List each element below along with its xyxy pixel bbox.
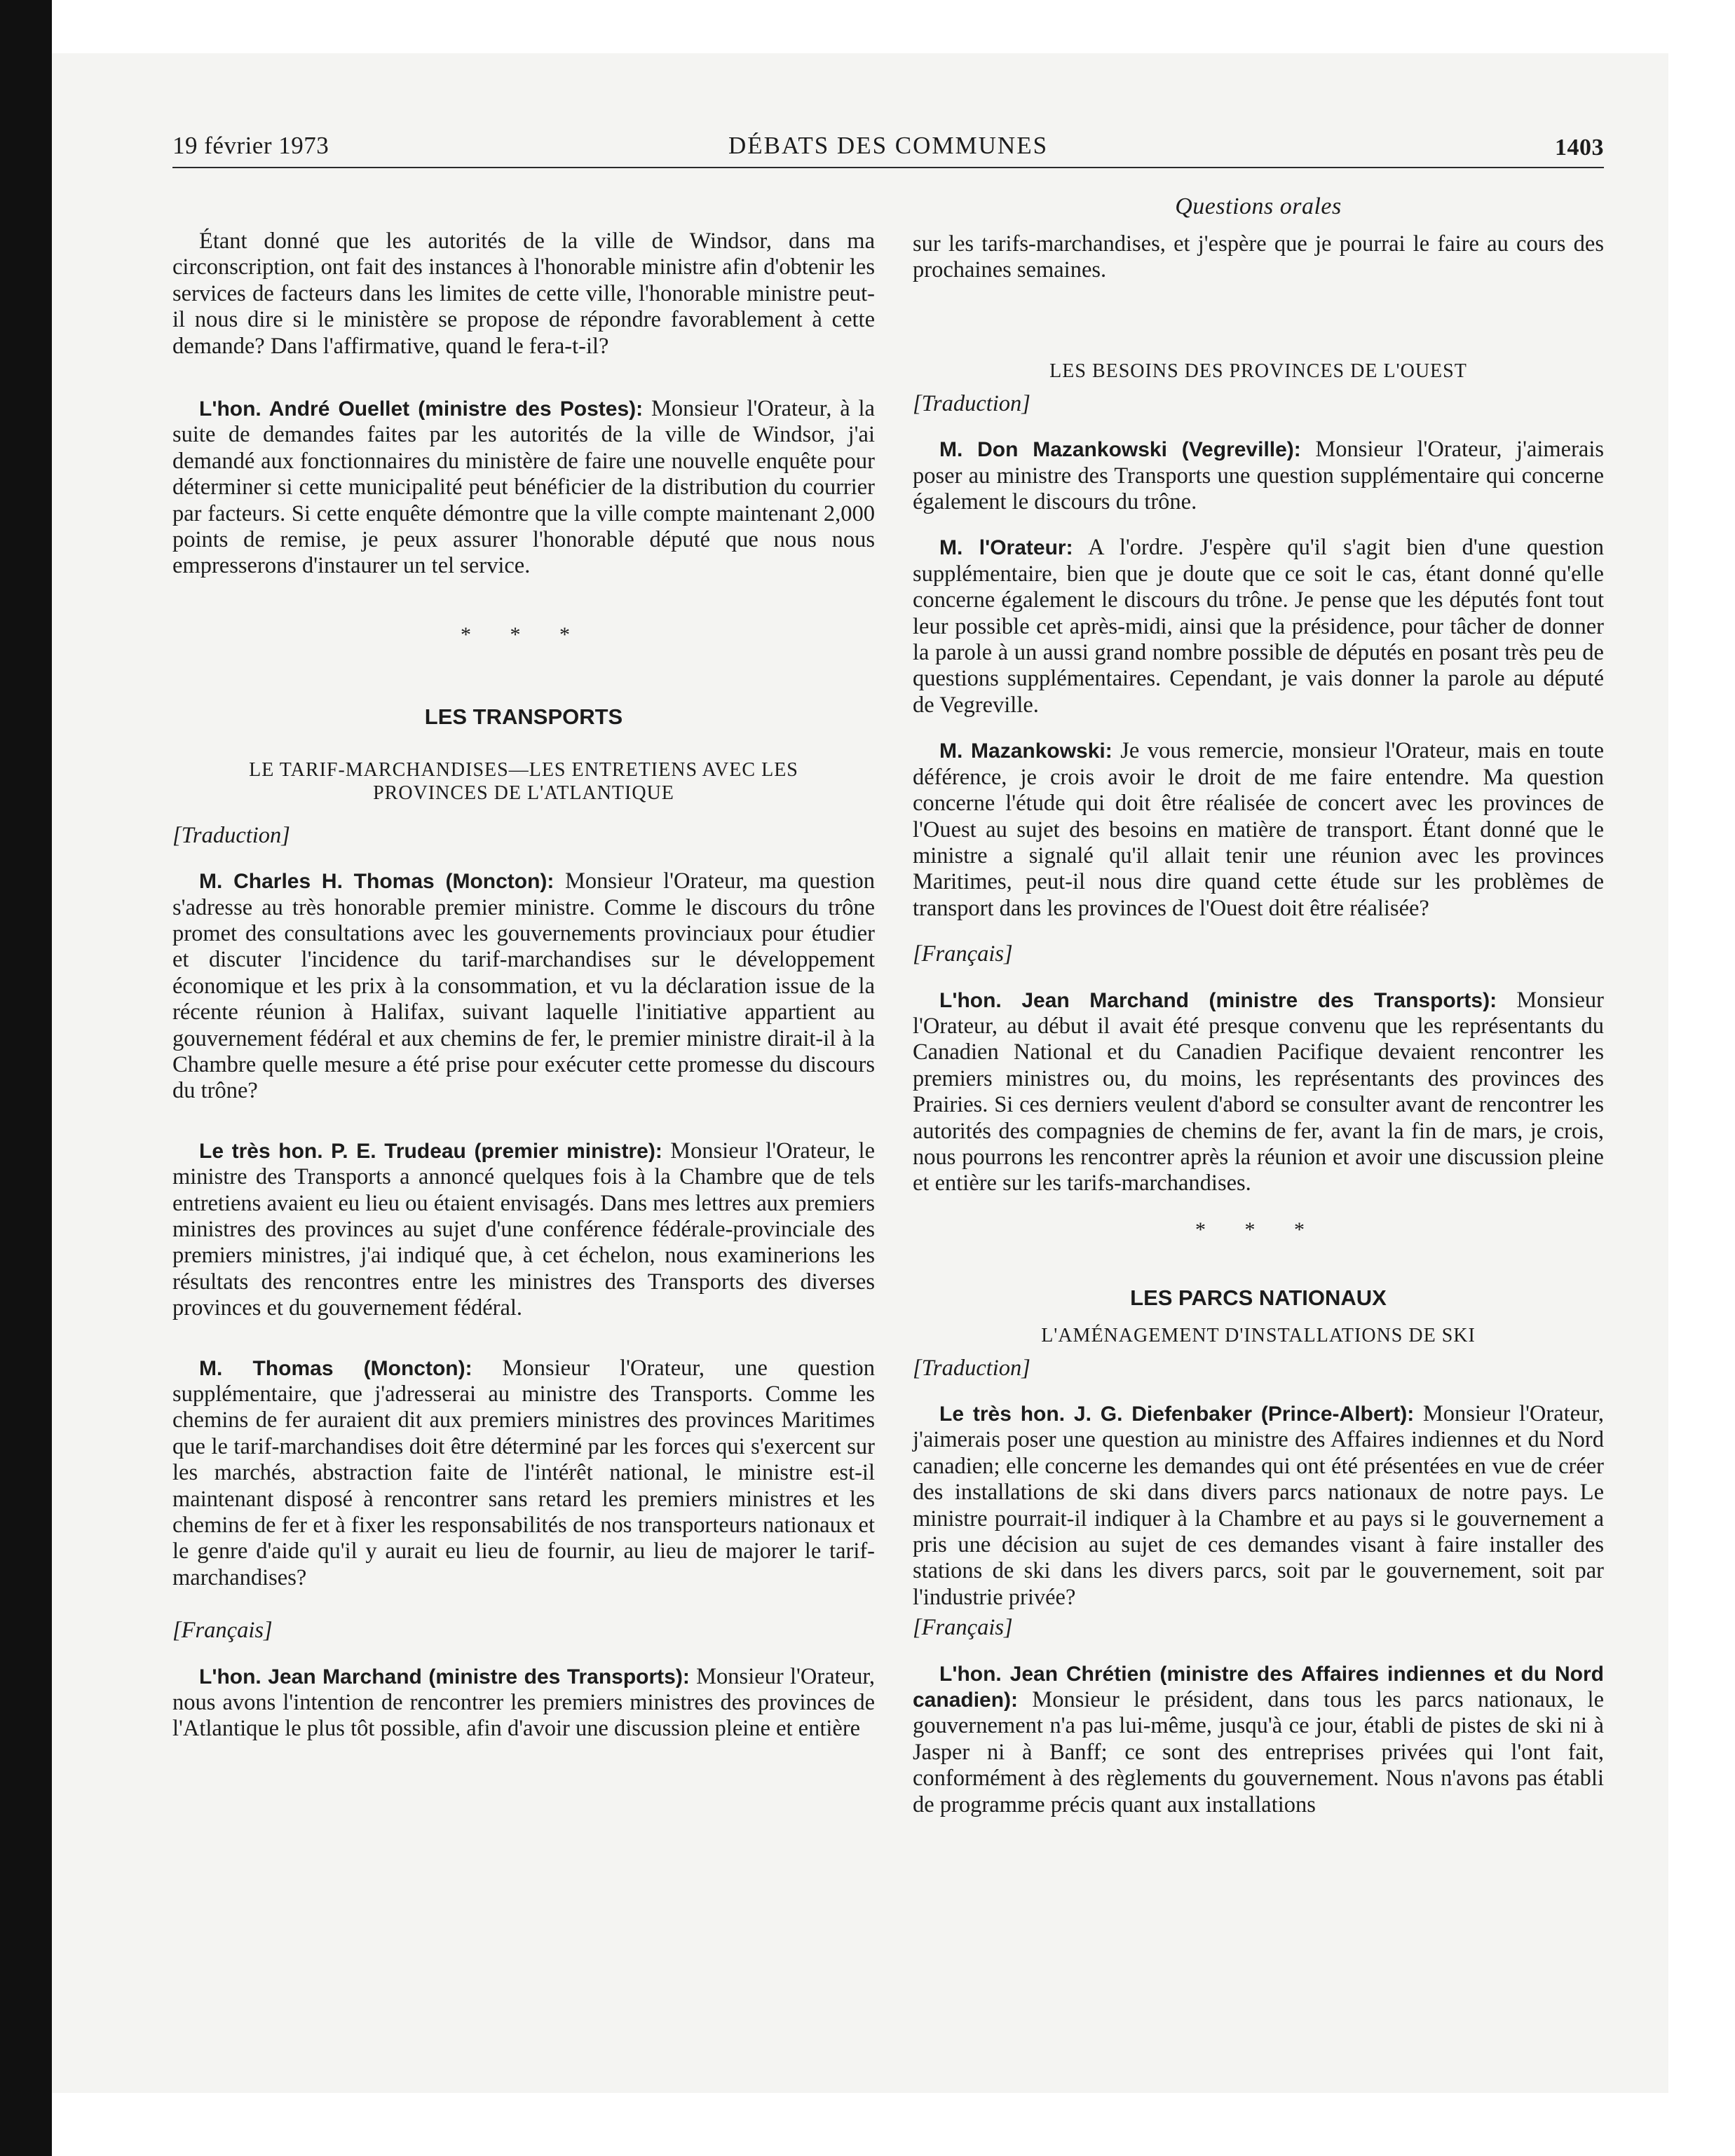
section-separator: * * *: [1195, 1217, 1321, 1241]
speaker: L'hon. Jean Marchand (ministre des Transports):: [199, 1665, 690, 1688]
language-tag: [Traduction]: [172, 822, 290, 848]
section-heading: LES TRANSPORTS: [424, 704, 623, 730]
header-date: 19 février 1973: [172, 132, 329, 159]
page-number: 1403: [1555, 135, 1604, 161]
paragraph: [172, 1138, 875, 1322]
section-heading: LES PARCS NATIONAUX: [1130, 1285, 1387, 1311]
speech: Monsieur l'Orateur, au début il avait été presque convenu que les représentants du Canadien National et du Canadien Pacifique devaient rencontrer les premiers ministres ou, du moins, les représentants des provinces des Prairies. Si ces derniers veulent d'abord se consulter avant de rencontrer les autorités des compagnies de chemins de fer, avant la fin de mars, je crois, nous pourrons les rencontrer après la réunion et avoir une discussion pleine et entière sur les tarifs-marchandises.: [913, 987, 1604, 1196]
page-header: [172, 132, 1604, 168]
speech: Monsieur l'Orateur, ma question s'adresse au très honorable premier ministre. Comme le discours du trône promet des consultations avec les gouvernements provinciaux pour étudier et discuter l'incidence du tarif-marchandises sur le développement économique et les prix à la consommation, et vu la déclaration issue de la récente réunion à Halifax, suivant laquelle l'initiative appartient au gouvernement fédéral et aux chemins de fer, le premier ministre dirait-il à la Chambre quelle mesure a été prise pour exécuter cette promesse du discours du trône?: [172, 868, 875, 1104]
running-head: Questions orales: [1175, 193, 1342, 219]
paragraph: Étant donné que les autorités de la ville de Windsor, dans ma circonscription, ont fait des instances à l'honorable ministre afin d'obtenir les services de facteurs dans les limites de cette ville, l'honorable ministre peut-il nous dire si le ministère se propose de répondre favorablement à cette demande? Dans l'affirmative, quand le fera-t-il?: [172, 228, 875, 359]
speech: Monsieur le président, dans tous les parcs nationaux, le gouvernement n'a pas lui-même, jusqu'à ce jour, établi de pistes de ski ni à Jasper ni à Banff; ce sont des entreprises privées qui l'ont fait, conformément à des règlements du gouvernement. Nous n'avons pas établi de programme précis quant aux installations: [913, 1687, 1604, 1817]
speech: A l'ordre. J'espère qu'il s'agit bien d'une question supplémentaire, bien que je doute que ce soit le cas, étant donné qu'elle concerne également le discours du trône. Je pense que les députés font tout leur possible cet après-midi, ainsi que la présidence, pour tâcher de donner la parole à un aussi grand nombre possible de députés en posant très peu de questions supplémentaires. Cependant, je vais donner la parole au député de Vegreville.: [913, 535, 1604, 718]
language-tag: [Traduction]: [913, 390, 1030, 416]
speaker: L'hon. Jean Chrétien (ministre des Affaires indiennes et du Nord canadien):: [913, 1662, 1604, 1712]
section-separator: * * *: [461, 622, 587, 646]
header-rule: [172, 167, 1604, 168]
speech: Monsieur l'Orateur, nous avons l'intention de rencontrer les premiers ministres des provinces de l'Atlantique le plus tôt possible, afin d'avoir une discussion pleine et entière: [172, 1663, 875, 1742]
paragraph: [913, 437, 1604, 515]
speaker: M. Thomas (Moncton):: [199, 1356, 472, 1380]
speech: Monsieur l'Orateur, le ministre des Transports a annoncé quelques fois à la Chambre que de tels entretiens avaient eu lieu ou étaient envisagés. Dans mes lettres aux premiers ministres des provinces au sujet d'une conférence fédérale-provinciale des premiers ministres, j'ai indiqué que, à cet échelon, nous examinerions les résultats des rencontres entre les ministres des Transports des diverses provinces et du gouvernement fédéral.: [172, 1138, 875, 1321]
language-tag: [Français]: [913, 1615, 1013, 1641]
subsection-heading: LE TARIF-MARCHANDISES—LES ENTRETIENS AVEC LES PROVINCES DE L'ATLANTIQUE: [249, 758, 798, 804]
speech: Monsieur l'Orateur, à la suite de demandes faites par les autorités de la ville de Windsor, j'ai demandé aux fonctionnaires du ministère de faire une nouvelle enquête pour déterminer si cette municipalité peut bénéficier de la distribution du courrier par facteurs. Si cette enquête démontre que la ville compte maintenant 2,000 points de remise, je peux assurer l'honorable député que nous nous empresserons d'instaurer un tel service.: [172, 396, 875, 579]
left-column: [172, 228, 875, 1762]
speaker: M. Don Mazankowski (Vegreville):: [939, 438, 1301, 462]
paragraph: [913, 738, 1604, 922]
paragraph: [913, 535, 1604, 718]
speaker: M. Mazankowski:: [939, 739, 1113, 763]
language-tag: [Français]: [913, 941, 1013, 967]
speech: Monsieur l'Orateur, j'aimerais poser au ministre des Transports une question supplémentaire qui concerne également le discours du trône.: [913, 437, 1605, 515]
paragraph: [172, 868, 875, 1105]
subsection-heading: LES BESOINS DES PROVINCES DE L'OUEST: [1049, 360, 1467, 382]
header-title: DÉBATS DES COMMUNES: [728, 132, 1049, 159]
language-tag: [Français]: [172, 1618, 273, 1644]
speaker: Le très hon. J. G. Diefenbaker (Prince-Albert):: [939, 1403, 1415, 1426]
speaker: M. l'Orateur:: [939, 536, 1073, 560]
paragraph: [172, 1356, 875, 1592]
speaker: M. Charles H. Thomas (Moncton):: [199, 870, 554, 894]
speech: Monsieur l'Orateur, une question supplémentaire, que j'adresserai au ministre des Transports. Comme les chemins de fer auraient dit aux premiers ministres des provinces Maritimes que le tarif-marchandises doit être déterminé par les forces qui s'exercent sur les marchés, abstraction faite de l'intérêt national, le ministre est-il maintenant disposé à rencontrer sans retard les premiers ministres et les chemins de fer et à fixer les responsabilités de nos transporteurs nationaux et le genre d'aide qu'il y aurait eu lieu de fournir, au lieu de majorer le tarif-marchandises?: [172, 1355, 875, 1590]
right-column: [913, 228, 1604, 1838]
language-tag: [Traduction]: [913, 1355, 1030, 1381]
speaker: Le très hon. P. E. Trudeau (premier ministre):: [199, 1139, 662, 1163]
subsection-heading: L'AMÉNAGEMENT D'INSTALLATIONS DE SKI: [1041, 1324, 1476, 1346]
scan-border: [0, 0, 52, 2156]
paragraph: sur les tarifs-marchandises, et j'espère que je pourrai le faire au cours des prochaines semaines.: [913, 231, 1604, 283]
paragraph: [913, 988, 1604, 1197]
paragraph: [172, 396, 875, 580]
speech: Je vous remercie, monsieur l'Orateur, mais en toute déférence, je crois avoir le droit de me faire entendre. Ma question concerne l'étude qui doit être réalisée de concert avec les provinces de l'Ouest au sujet des besoins en matière de transport. Étant donné que le ministre a signalé qu'il allait tenir une réunion avec les provinces Maritimes, peut-il nous dire quand cette étude sur les problèmes de transport dans les provinces de l'Ouest doit être réalisée?: [913, 738, 1604, 921]
paragraph: [913, 1661, 1604, 1818]
speaker: L'hon. André Ouellet (ministre des Postes):: [199, 397, 644, 421]
paragraph: [913, 1401, 1604, 1611]
speech: Monsieur l'Orateur, j'aimerais poser une question au ministre des Affaires indiennes et du Nord canadien; elle concerne les demandes qui ont été présentées en vue de créer des installations de ski dans divers parcs nationaux de notre pays. Le ministre pourrait-il indiquer à la Chambre et au pays si le gouvernement a pris une décision au sujet de ces demandes visant à faire installer des stations de ski dans les divers parcs, soit par le gouvernement, soit par l'industrie privée?: [913, 1401, 1604, 1610]
paragraph: [172, 1664, 875, 1742]
speaker: L'hon. Jean Marchand (ministre des Transports):: [939, 988, 1497, 1012]
